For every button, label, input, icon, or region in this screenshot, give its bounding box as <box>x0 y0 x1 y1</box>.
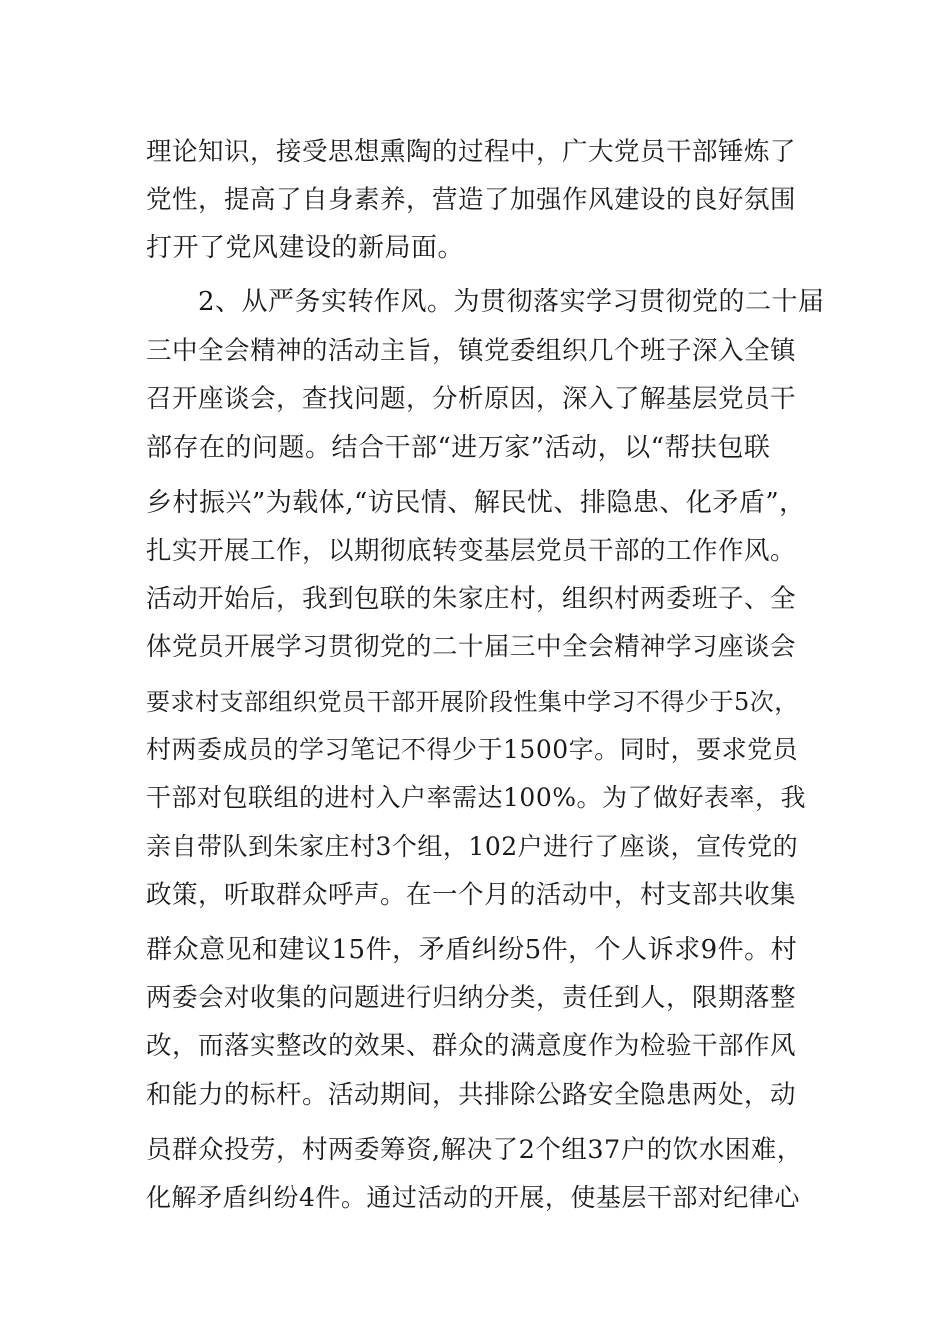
text-line: 理论知识，接受思想熏陶的过程中，广大党员干部锤炼了 <box>146 137 797 167</box>
text-line: 干部对包联组的进村入户率需达100%。为了做好表率，我 <box>146 783 806 812</box>
text-line: 扎实开展工作，以期彻底转变基层党员干部的工作作风。 <box>146 536 797 566</box>
text-line: 活动开始后，我到包联的朱家庄村，组织村两委班子、全 <box>146 584 797 614</box>
text-line: 员群众投劳，村两委筹资,解决了2个组37户的饮水困难， <box>146 1135 803 1165</box>
text-line: 打开了党风建设的新局面。 <box>146 233 465 263</box>
text-line: 政策，听取群众呼声。在一个月的活动中，村支部共收集 <box>146 880 797 910</box>
text-line: 改，而落实整改的效果、群众的满意度作为检验干部作风 <box>146 1031 797 1061</box>
text-line: 党性，提高了自身素养，营造了加强作风建设的良好氛围 <box>146 185 797 215</box>
text-line: 乡村振兴”为载体,“访民情、解民忧、排隐患、化矛盾”， <box>146 488 806 518</box>
text-line: 要求村支部组织党员干部开展阶段性集中学习不得少于5次， <box>146 688 799 716</box>
text-line: 体党员开展学习贯彻党的二十届三中全会精神学习座谈会 <box>146 632 797 662</box>
text-line: 村两委成员的学习笔记不得少于1500字。同时，要求党员 <box>146 735 799 764</box>
text-line: 召开座谈会，查找问题，分析原因，深入了解基层党员干 <box>146 384 797 414</box>
text-line: 化解矛盾纠纷4件。通过活动的开展，使基层干部对纪律心 <box>146 1183 800 1212</box>
text-line: 部存在的问题。结合干部“进万家”活动，以“帮扶包联 <box>146 433 771 463</box>
text-line: 和能力的标杆。活动期间，共排除公路安全隐患两处，动 <box>146 1080 797 1110</box>
text-line: 亲自带队到朱家庄村3个组，102户进行了座谈，宣传党的 <box>146 832 799 861</box>
text-line: 两委会对收集的问题进行归纳分类，责任到人，限期落整 <box>146 983 797 1013</box>
text-line: 三中全会精神的活动主旨，镇党委组织几个班子深入全镇 <box>146 336 797 366</box>
paragraph-start-line: 2、从严务实转作风。为贯彻落实学习贯彻党的二十届 <box>198 287 825 317</box>
text-line: 群众意见和建议15件，矛盾纠纷5件，个人诉求9件。村 <box>146 935 798 965</box>
